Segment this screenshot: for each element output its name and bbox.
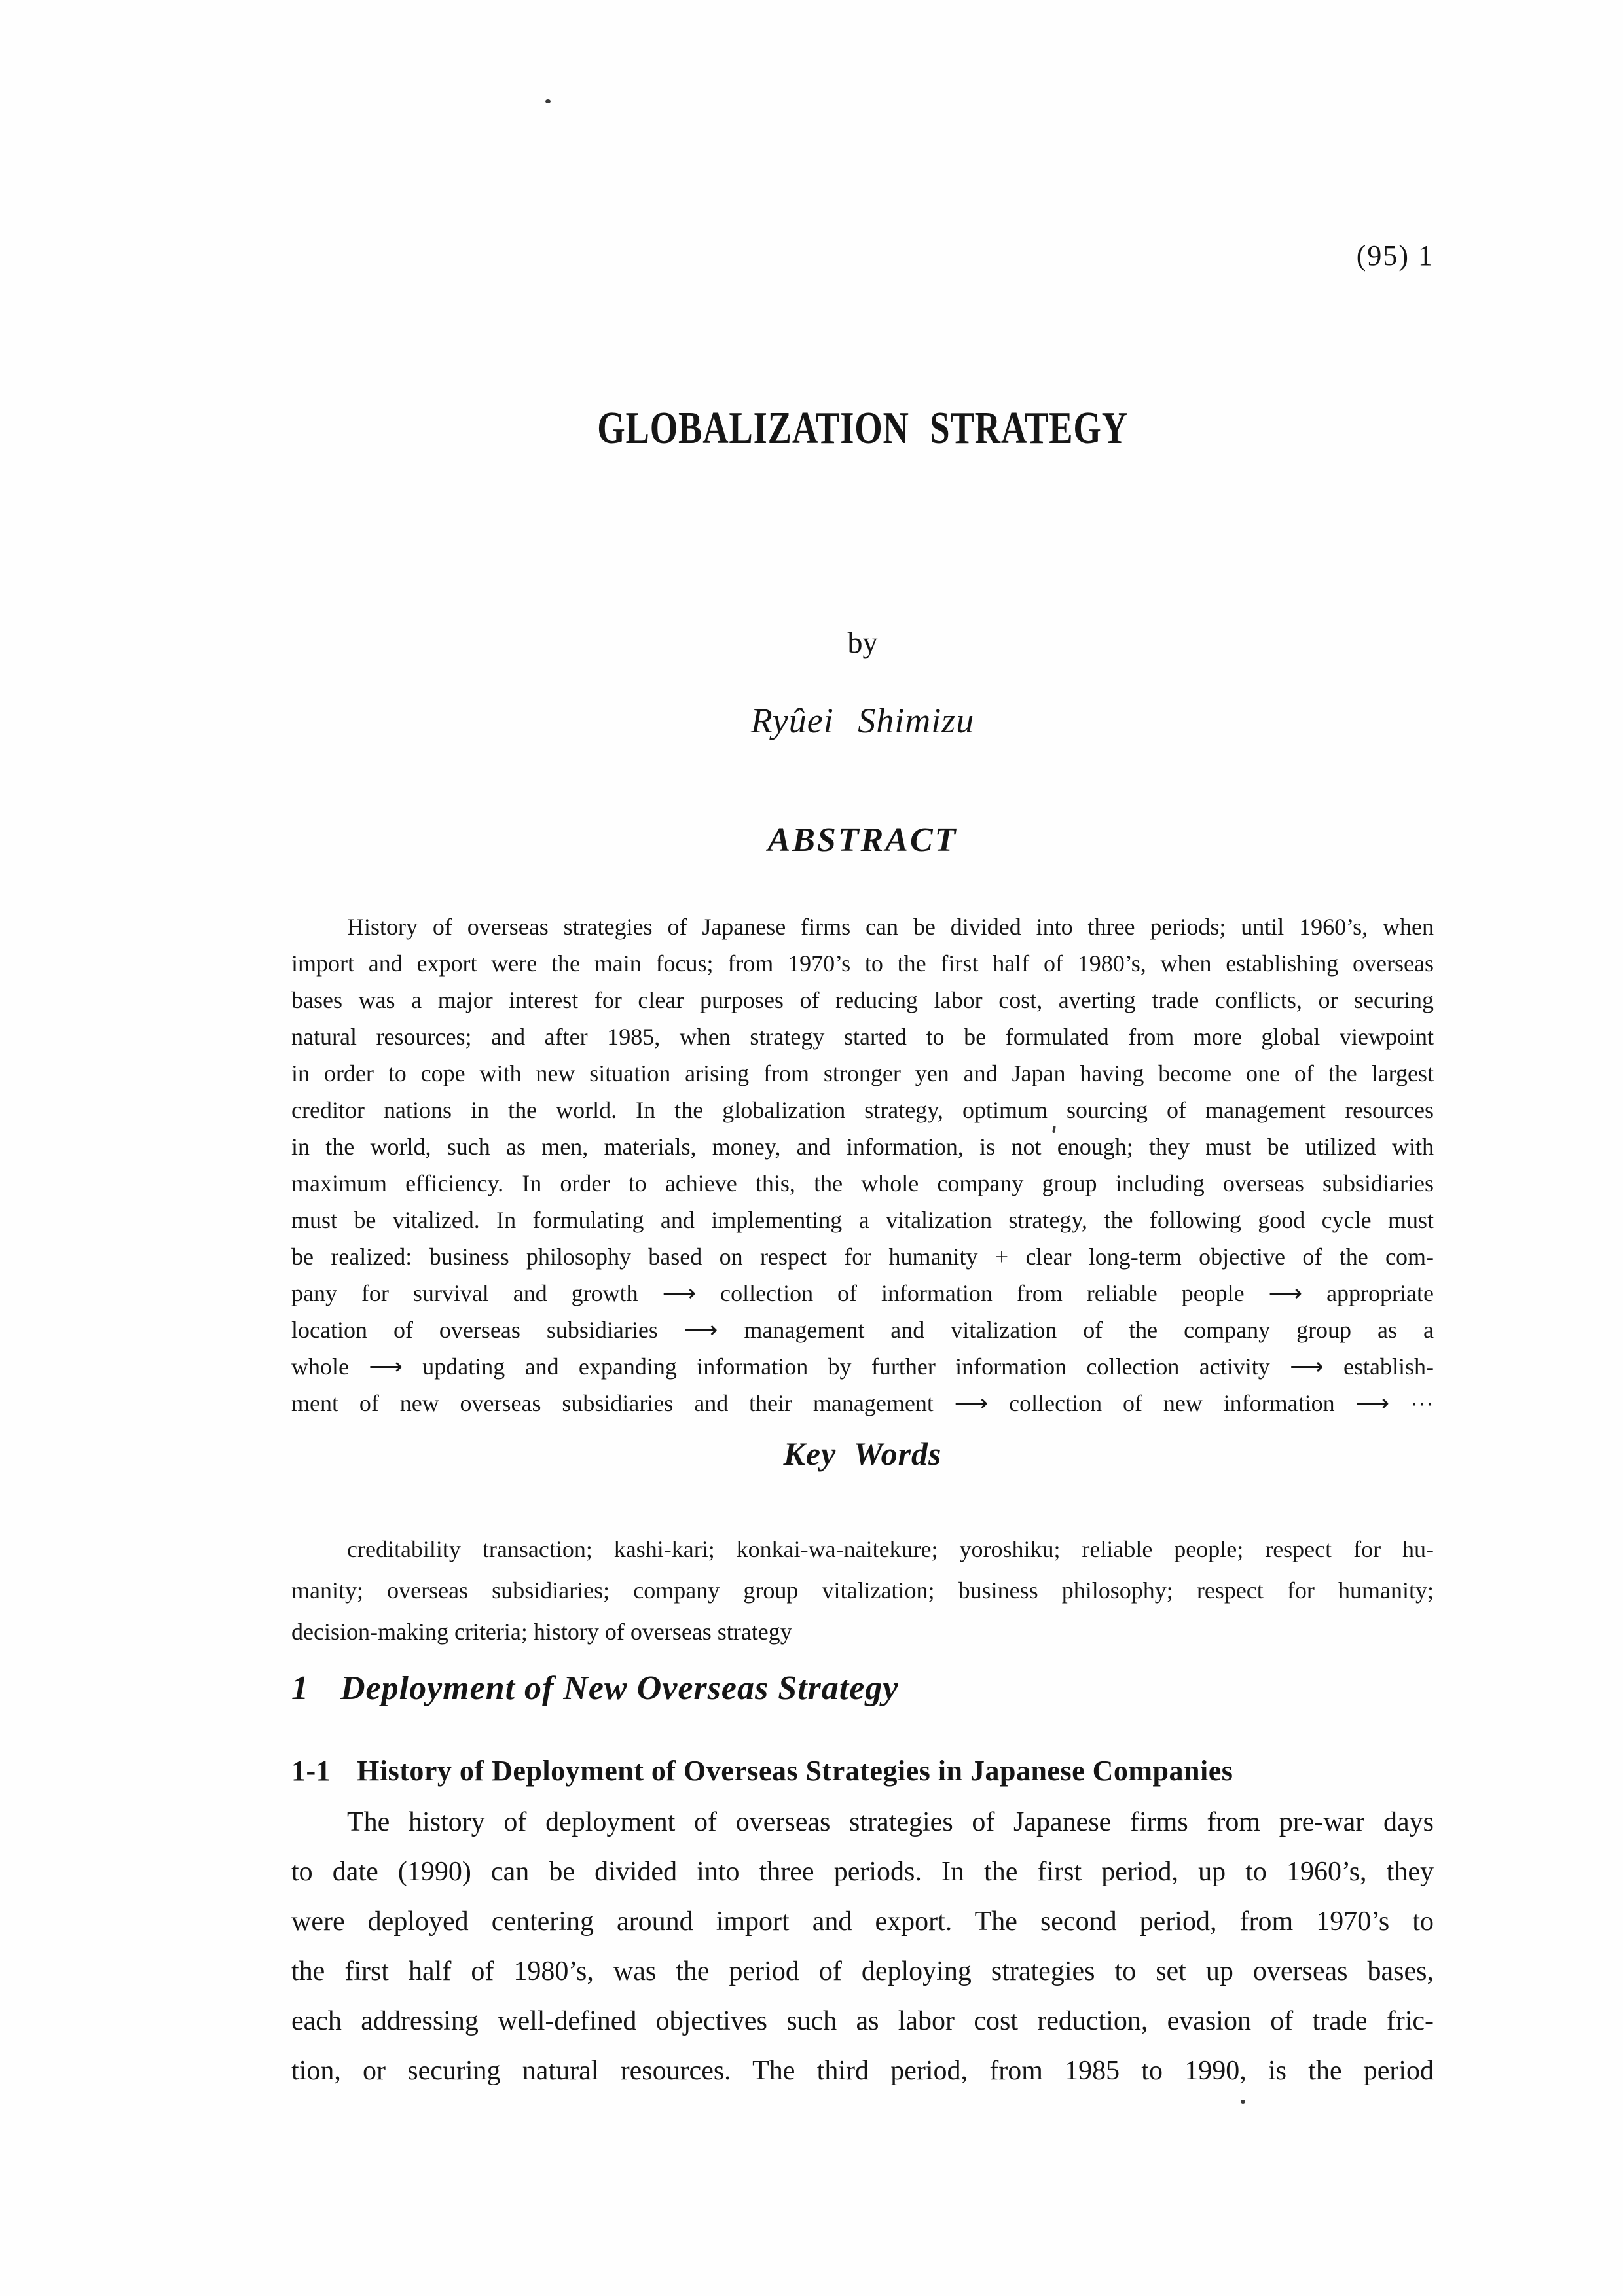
abstract-line: maximum efficiency. In order to achieve this, the whole company group including overseas subsidiaries — [291, 1170, 1434, 1196]
keywords-line: decision-making criteria; history of overseas strategy — [291, 1619, 792, 1645]
body-line: each addressing well-defined objectives such as labor cost reduction, evasion of trade fric- — [291, 2006, 1434, 2036]
byline: by — [847, 626, 878, 659]
subsection-heading — [291, 1754, 1434, 1788]
subsection-title: History of Deployment of Overseas Strategies in Japanese Companies — [357, 1755, 1233, 1787]
abstract-line: import and export were the main focus; from 1970’s to the first half of 1980’s, when establishing overseas — [291, 950, 1434, 977]
body-line: The history of deployment of overseas strategies of Japanese firms from pre-war days — [347, 1807, 1434, 1837]
abstract-line: creditor nations in the world. In the globalization strategy, optimum sourcing of management resources — [291, 1097, 1434, 1123]
page-number: (95) 1 — [1356, 240, 1434, 272]
abstract-line: pany for survival and growth ⟶ collection of information from reliable people ⟶ appropriate — [291, 1280, 1434, 1306]
abstract-line: location of overseas subsidiaries ⟶ management and vitalization of the company group as a — [291, 1317, 1434, 1343]
body-line: to date (1990) can be divided into three periods. In the first period, up to 1960’s, they — [291, 1857, 1434, 1887]
section-title: Deployment of New Overseas Strategy — [340, 1670, 899, 1707]
abstract-line: in the world, such as men, materials, money, and information, is not enough; they must be utilized with — [291, 1134, 1434, 1160]
body-line: tion, or securing natural resources. The third period, from 1985 to 1990, is the period — [291, 2056, 1434, 2086]
abstract-heading: ABSTRACT — [767, 821, 958, 859]
abstract-line: ment of new overseas subsidiaries and their management ⟶ collection of new information ⟶ ⋯ — [291, 1390, 1434, 1416]
scan-speck — [545, 99, 551, 103]
author-name: Ryûei Shimizu — [750, 701, 975, 740]
abstract-line: must be vitalized. In formulating and implementing a vitalization strategy, the following good cycle must — [291, 1207, 1434, 1233]
abstract-line: be realized: business philosophy based on respect for humanity + clear long-term objective of the com- — [291, 1244, 1434, 1270]
section-number: 1 — [291, 1670, 309, 1707]
abstract-line: History of overseas strategies of Japanese firms can be divided into three periods; until 1960’s, when — [347, 914, 1434, 940]
keywords-heading: Key Words — [783, 1435, 942, 1472]
abstract-line: bases was a major interest for clear purposes of reducing labor cost, averting trade conflicts, or securing — [291, 987, 1434, 1013]
scan-speck — [1241, 2100, 1245, 2104]
abstract-paragraph — [291, 908, 1434, 1422]
body-line: were deployed centering around import and export. The second period, from 1970’s to — [291, 1907, 1434, 1937]
keywords-line: manity; overseas subsidiaries; company group vitalization; business philosophy; respect for humanity; — [291, 1577, 1434, 1604]
abstract-line: in order to cope with new situation arising from stronger yen and Japan having become one of the largest — [291, 1060, 1434, 1086]
paper-title-text: GLOBALIZATION STRATEGY — [597, 403, 1128, 454]
subsection-number: 1-1 — [291, 1755, 331, 1787]
section-heading — [291, 1669, 1434, 1708]
keywords-paragraph — [291, 1529, 1434, 1653]
abstract-line: whole ⟶ updating and expanding information by further information collection activity ⟶ establish- — [291, 1354, 1434, 1380]
body-paragraph — [291, 1797, 1434, 2096]
paper-title — [291, 403, 1434, 454]
keywords-line: creditability transaction; kashi-kari; konkai-wa-naitekure; yoroshiku; reliable people; respect for hu- — [347, 1536, 1434, 1562]
body-line: the first half of 1980’s, was the period of deploying strategies to set up overseas bases, — [291, 1956, 1434, 1986]
abstract-line: natural resources; and after 1985, when strategy started to be formulated from more global viewpoint — [291, 1024, 1434, 1050]
